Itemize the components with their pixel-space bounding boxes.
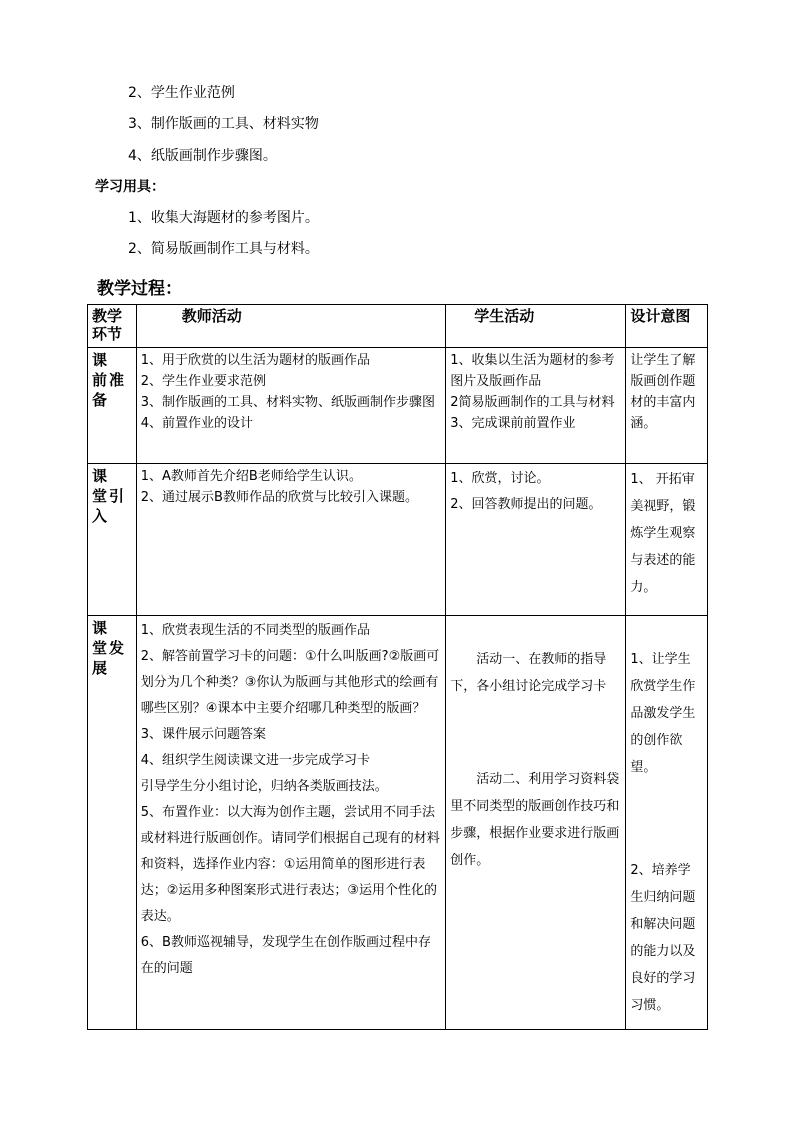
list-item: 4、前置作业的设计: [140, 416, 254, 431]
list-item: 活动一、在教师的指导下，各小组讨论完成学习卡: [450, 652, 607, 694]
table-row: [88, 616, 708, 1030]
stage-cell: 课 堂发展: [88, 616, 137, 1030]
intent-cell: [626, 464, 708, 616]
list-item: 1、A教师首先介绍B老师给学生认识。: [140, 469, 362, 484]
table-header-row: [88, 305, 708, 348]
process-heading: 教学过程：: [97, 279, 182, 299]
list-item: 4、组织学生阅读课文进一步完成学习卡: [140, 753, 371, 768]
table-row: [88, 348, 708, 464]
table-row: [88, 464, 708, 616]
list-item: 2简易版画制作的工具与材料: [450, 395, 615, 410]
list-item: 3、课件展示问题答案: [140, 727, 267, 742]
teacher-cell: [136, 464, 445, 616]
student-cell: [446, 616, 626, 1030]
tools-item-2: 2、简易版画制作工具与材料。: [128, 241, 319, 257]
list-item: 让学生了解版画创作题材的丰富内涵。: [630, 353, 696, 431]
header-intent: 设计意图: [626, 305, 708, 348]
list-item: 引导学生分小组讨论，归纳各类版画技法。: [140, 779, 388, 794]
intent-cell: [626, 616, 708, 1030]
list-item: 1、收集以生活为题材的参考图片及版画作品: [450, 353, 615, 389]
teacher-cell: [136, 348, 445, 464]
list-item: 2、学生作业要求范例: [140, 374, 267, 389]
list-item: 1、用于欣赏的以生活为题材的版画作品: [140, 353, 371, 368]
list-item: 2、通过展示B教师作品的欣赏与比较引入课题。: [140, 490, 418, 505]
process-table: [87, 304, 708, 1030]
list-item: 6、B教师巡视辅导，发现学生在创作版画过程中存在的问题: [140, 935, 431, 976]
list-item: 2、培养学生归纳问题和解决问题的能力以及良好的学习习惯。: [630, 863, 696, 1013]
intro-item-2: 2、学生作业范例: [128, 85, 235, 101]
stage-cell: 课 前准 备: [88, 348, 137, 464]
list-item: 2、回答教师提出的问题。: [450, 497, 602, 512]
student-cell: [446, 348, 626, 464]
intent-cell: [626, 348, 708, 464]
stage-cell: 课 堂引入: [88, 464, 137, 616]
list-item: 1、欣赏，讨论。: [450, 471, 550, 486]
list-item: 2、解答前置学习卡的问题：①什么叫版画?②版画可划分为几个种类？③你认为版画与其他形式的绘画有哪些区别？④课本中主要介绍哪几种类型的版画？: [140, 649, 440, 716]
tools-heading: 学习用具：: [95, 179, 165, 195]
list-item: 1、欣赏表现生活的不同类型的版画作品: [140, 623, 371, 638]
header-stage: 教学环节: [88, 305, 137, 348]
header-teacher: 教师活动: [136, 305, 445, 348]
list-item: 5、布置作业：以大海为创作主题，尝试用不同手法或材料进行版画创作。请同学们根据自己现有的材料和资料，选择作业内容：①运用简单的图形进行表达；②运用多种图案形式进行表达；③运用个性化的表达。: [140, 805, 440, 924]
tools-item-1: 1、收集大海题材的参考图片。: [128, 210, 319, 226]
intro-item-3: 3、制作版画的工具、材料实物: [128, 116, 319, 132]
list-item: 1、让学生欣赏学生作品激发学生的创作欲望。: [630, 652, 696, 775]
intro-item-4: 4、纸版画制作步骤图。: [128, 148, 277, 164]
list-item: 活动二、利用学习资料袋里不同类型的版画创作技巧和步骤，根据作业要求进行版画创作。: [450, 772, 620, 868]
list-item: 3、完成课前前置作业: [450, 416, 576, 431]
header-student: 学生活动: [446, 305, 626, 348]
teacher-cell: [136, 616, 445, 1030]
student-cell: [446, 464, 626, 616]
list-item: 3、制作版画的工具、材料实物、纸版画制作步骤图: [140, 395, 436, 410]
list-item: 1、 开拓审美视野，锻炼学生观察与表述的能力。: [630, 472, 696, 595]
